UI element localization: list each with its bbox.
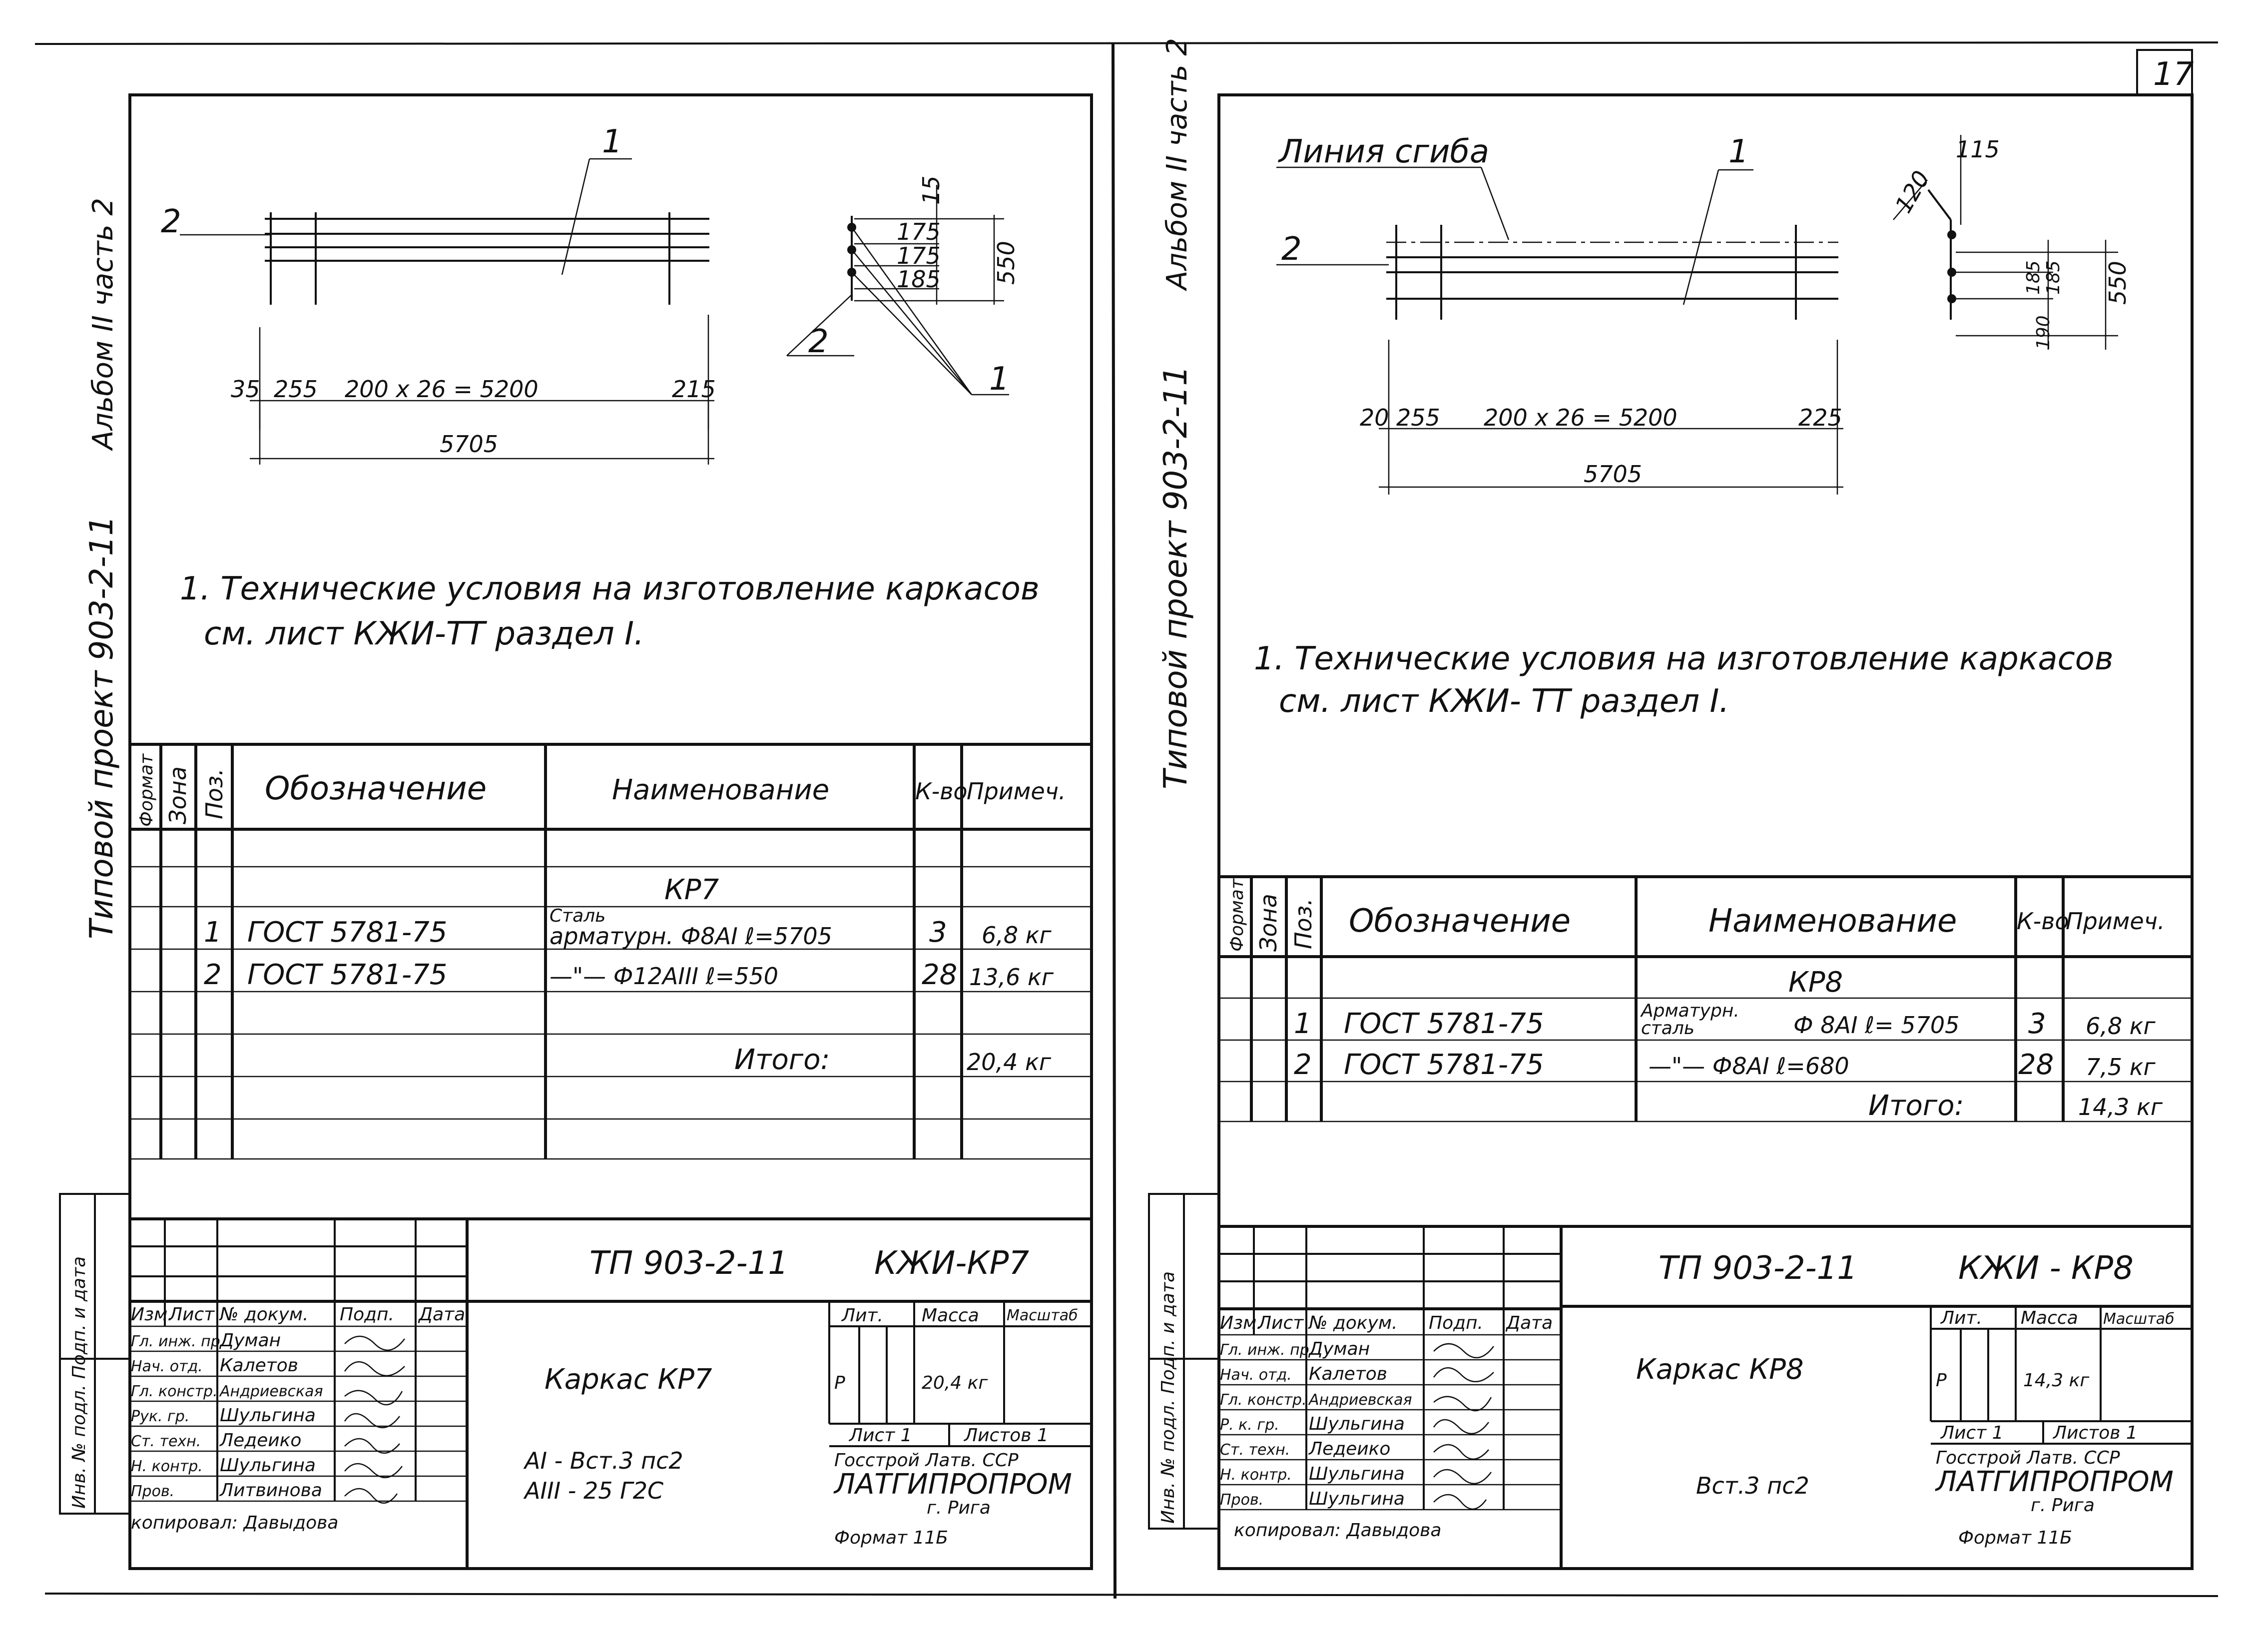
right-role-5: Н. контр. <box>1220 1466 1292 1484</box>
right-role-2: Гл. констр. <box>1220 1391 1307 1409</box>
right-role-4: Ст. техн. <box>1220 1441 1290 1459</box>
right-city: г. Рига <box>2031 1495 2095 1516</box>
left-sec-175a: 175 <box>897 218 941 245</box>
right-name-2: Андриевская <box>1309 1391 1412 1409</box>
right-sec-120: 120 <box>1889 166 1935 218</box>
left-object-name: Каркас КР7 <box>545 1363 712 1396</box>
right-spec-table <box>1219 877 2192 1122</box>
left-copied: копировал: Давыдова <box>131 1513 339 1533</box>
right-r1-des: ГОСТ 5781-75 <box>1344 1008 1544 1040</box>
left-side-project: Типовой проект 903-2-11 <box>83 515 120 939</box>
left-code: ТП 903-2-11 <box>589 1245 789 1282</box>
right-scale: Масштаб <box>2103 1310 2175 1328</box>
right-sec-185b: 185 <box>2043 260 2064 295</box>
right-dim-255: 255 <box>1396 404 1440 431</box>
right-group: КР8 <box>1788 966 1843 999</box>
signature-scribble <box>345 1362 405 1376</box>
left-mass: Масса <box>922 1305 979 1326</box>
right-sheet <box>1149 38 2192 1569</box>
right-c-sign: Подп. <box>1429 1313 1483 1333</box>
right-c-date: Дата <box>1506 1313 1553 1333</box>
right-pos2-label: 2 <box>1281 231 1302 268</box>
right-object-name: Каркас КР8 <box>1636 1353 1804 1386</box>
left-sheet <box>60 95 1092 1569</box>
left-r2-des: ГОСТ 5781-75 <box>247 959 448 991</box>
right-name-1: Калетов <box>1309 1364 1387 1384</box>
signature-scribble <box>345 1336 405 1350</box>
left-c-list: Лист <box>169 1304 215 1325</box>
right-copied: копировал: Давыдова <box>1234 1520 1442 1541</box>
right-r1-pos: 1 <box>1294 1008 1312 1040</box>
left-r1-des: ГОСТ 5781-75 <box>247 916 448 949</box>
left-name-1: Калетов <box>220 1355 298 1376</box>
left-c-sign: Подп. <box>340 1304 394 1325</box>
sheet-divider <box>1113 44 1115 1599</box>
right-sec-550: 550 <box>2104 261 2131 305</box>
right-pos1-label: 1 <box>1728 133 1749 170</box>
left-title-block <box>130 1219 1092 1569</box>
right-h-designation: Обозначение <box>1349 903 1571 940</box>
signature-scribble <box>345 1464 402 1478</box>
left-role-1: Нач. отд. <box>131 1358 203 1375</box>
left-r1-qty: 3 <box>929 916 947 949</box>
right-r2-pos: 2 <box>1294 1049 1312 1081</box>
right-cage-section <box>1890 135 2131 350</box>
right-c-izm: Изм. <box>1220 1313 1262 1333</box>
right-sheet-of: Лист 1 <box>1941 1423 2004 1443</box>
right-side-project: Типовой проект 903-2-11 <box>1157 365 1194 789</box>
left-c-date: Дата <box>419 1304 466 1325</box>
right-code: ТП 903-2-11 <box>1659 1250 1858 1287</box>
right-role-0: Гл. инж. пр. <box>1220 1341 1314 1359</box>
left-group: КР7 <box>664 874 719 906</box>
left-mass-value: 20,4 кг <box>922 1373 988 1393</box>
right-sheets: Листов 1 <box>2053 1423 2138 1443</box>
right-h-zone: Зона <box>1255 894 1282 952</box>
right-format: Формат 11Б <box>1958 1528 2073 1548</box>
left-name-0: Думан <box>220 1330 281 1351</box>
right-h-qty: К-во <box>2017 908 2069 935</box>
right-mass-value: 14,3 кг <box>2023 1370 2090 1391</box>
left-dim-255: 255 <box>274 376 318 403</box>
left-total-label: Итого: <box>734 1044 830 1076</box>
left-r1-note: 6,8 кг <box>982 922 1052 949</box>
left-role-3: Рук. гр. <box>131 1408 190 1425</box>
right-sec-185a: 185 <box>2023 260 2044 295</box>
right-r2-des: ГОСТ 5781-75 <box>1344 1049 1544 1081</box>
right-c-doc: № докум. <box>1309 1313 1398 1333</box>
left-sec-550: 550 <box>993 241 1020 285</box>
left-material1: АI - Вст.3 пс2 <box>525 1447 683 1474</box>
right-org: ЛАТГИПРОПРОМ <box>1936 1466 2174 1498</box>
left-material2: АIII - 25 Г2С <box>525 1477 664 1504</box>
left-role-2: Гл. констр. <box>131 1383 218 1400</box>
left-dim-215: 215 <box>672 376 716 403</box>
left-city: г. Рига <box>927 1498 991 1518</box>
left-side-stamp-text: Инв. № подл. Подп. и дата <box>69 1256 89 1509</box>
left-c-izm: Изм. <box>131 1304 173 1325</box>
left-name-5: Шульгина <box>220 1455 316 1476</box>
left-sheet-of: Лист 1 <box>849 1425 912 1446</box>
left-h-format: Формат <box>136 753 157 827</box>
left-scale: Масштаб <box>1007 1307 1078 1324</box>
signature-scribble <box>345 1391 402 1405</box>
left-r1-name-top: Сталь <box>550 906 606 926</box>
left-stage: Р <box>834 1373 845 1393</box>
left-r1-name: арматурн. Ф8АI ℓ=5705 <box>550 923 832 950</box>
left-pos2-label: 2 <box>161 203 181 240</box>
right-sec-190: 190 <box>2033 315 2054 350</box>
left-h-designation: Обозначение <box>265 770 487 807</box>
left-name-2: Андриевская <box>220 1383 323 1400</box>
left-sec-175b: 175 <box>897 242 941 269</box>
left-sec-pos2: 2 <box>808 323 829 360</box>
left-role-6: Пров. <box>131 1483 175 1500</box>
left-sec-15: 15 <box>918 175 945 205</box>
left-role-0: Гл. инж. пр. <box>131 1333 225 1350</box>
right-r1-qty: 3 <box>2028 1008 2046 1040</box>
left-h-note: Примеч. <box>967 778 1066 805</box>
left-role-4: Ст. техн. <box>131 1433 201 1450</box>
right-r2-note: 7,5 кг <box>2086 1054 2156 1081</box>
left-total-value: 20,4 кг <box>967 1049 1051 1076</box>
right-c-list: Лист <box>1258 1313 1304 1333</box>
left-sheets: Листов 1 <box>964 1425 1049 1446</box>
left-name-4: Ледеико <box>220 1430 302 1451</box>
right-r1-name: Ф 8АI ℓ= 5705 <box>1793 1012 1960 1039</box>
right-r2-name: —"— Ф8АI ℓ=680 <box>1649 1053 1849 1080</box>
right-r2-qty: 28 <box>2018 1049 2054 1081</box>
left-r2-name: —"— Ф12АIII ℓ=550 <box>550 963 779 990</box>
right-org-top: Госстрой Латв. ССР <box>1936 1448 2120 1468</box>
left-sec-185: 185 <box>897 266 941 293</box>
left-dim-total: 5705 <box>440 431 499 458</box>
left-h-pos: Поз. <box>201 768 228 819</box>
left-sec-pos1: 1 <box>989 361 1010 398</box>
right-name-0: Думан <box>1309 1339 1370 1359</box>
right-r1-name-sub: сталь <box>1641 1018 1695 1039</box>
right-total-label: Итого: <box>1868 1090 1964 1122</box>
right-dim-225: 225 <box>1798 404 1842 431</box>
top-trim-line <box>35 42 2218 44</box>
right-mass: Масса <box>2021 1308 2078 1328</box>
left-dim-spacing: 200 x 26 = 5200 <box>345 376 539 403</box>
bottom-trim-line <box>45 1594 2218 1596</box>
left-name-3: Шульгина <box>220 1405 316 1426</box>
signature-scribble <box>345 1414 400 1428</box>
left-name-6: Литвинова <box>220 1480 322 1501</box>
right-name-4: Ледеико <box>1309 1439 1391 1459</box>
sheet-number: 17 <box>2153 56 2194 93</box>
left-pos1-label: 1 <box>602 123 622 160</box>
left-h-zone: Зона <box>164 766 191 824</box>
right-h-note: Примеч. <box>2066 908 2165 935</box>
right-sec-115: 115 <box>1956 136 2000 163</box>
right-h-pos: Поз. <box>1290 898 1317 949</box>
left-dim-35: 35 <box>231 376 260 403</box>
right-h-format: Формат <box>1227 878 1247 952</box>
signature-scribble <box>1434 1420 1489 1434</box>
right-title-block <box>1219 1226 2192 1569</box>
left-h-name: Наименование <box>612 774 830 806</box>
right-side-album: Альбом II часть 2 <box>1161 37 1193 290</box>
left-side-album: Альбом II часть 2 <box>87 197 119 450</box>
right-h-name: Наименование <box>1708 903 1957 940</box>
right-dim-spacing: 200 x 26 = 5200 <box>1484 404 1678 431</box>
right-name-6: Шульгина <box>1309 1489 1405 1509</box>
left-c-doc: № докум. <box>220 1304 309 1325</box>
right-lit: Лит. <box>1941 1308 1982 1328</box>
right-name-3: Шульгина <box>1309 1414 1405 1434</box>
right-dim-20: 20 <box>1360 404 1389 431</box>
left-r1-pos: 1 <box>204 916 222 949</box>
left-role-5: Н. контр. <box>131 1458 203 1475</box>
right-note-line1: 1. Технические условия на изготовление каркасов <box>1254 640 2114 677</box>
left-h-qty: К-во <box>915 778 968 805</box>
left-spec-table <box>130 744 1092 1159</box>
left-format: Формат 11Б <box>834 1528 949 1548</box>
left-cage-section <box>787 175 1020 398</box>
right-name-5: Шульгина <box>1309 1464 1405 1484</box>
left-org-top: Госстрой Латв. ССР <box>834 1450 1019 1471</box>
left-org: ЛАТГИПРОПРОМ <box>834 1468 1072 1501</box>
left-lit: Лит. <box>842 1305 883 1326</box>
right-role-1: Нач. отд. <box>1220 1366 1292 1384</box>
left-note-line1: 1. Технические условия на изготовление каркасов <box>180 570 1040 607</box>
signature-scribble <box>1434 1470 1491 1484</box>
left-r2-qty: 28 <box>922 959 958 991</box>
right-cage-elevation <box>1276 133 1843 495</box>
right-note-line2: см. лист КЖИ- ТТ раздел I. <box>1279 683 1729 720</box>
right-dim-total: 5705 <box>1584 461 1643 488</box>
right-total-value: 14,3 кг <box>2078 1094 2163 1120</box>
left-cage-elevation <box>161 123 716 465</box>
right-stage: Р <box>1936 1370 1947 1391</box>
right-role-3: Р. к. гр. <box>1220 1416 1279 1434</box>
right-r1-name-top: Арматурн. <box>1641 1001 1739 1021</box>
right-bend-line-label: Линия сгиба <box>1279 133 1490 170</box>
signature-scribble <box>1434 1445 1489 1459</box>
left-sheet-code: КЖИ-КР7 <box>874 1245 1030 1282</box>
right-role-6: Пров. <box>1220 1491 1264 1509</box>
signature-scribble <box>1434 1344 1494 1358</box>
right-sheet-code: КЖИ - КР8 <box>1958 1250 2134 1287</box>
right-r1-note: 6,8 кг <box>2086 1013 2156 1040</box>
signature-scribble <box>1434 1495 1486 1509</box>
left-r2-note: 13,6 кг <box>969 964 1054 991</box>
left-note-line2: см. лист КЖИ-ТТ раздел I. <box>204 615 644 652</box>
right-side-stamp-text: Инв. № подл. Подп. и дата <box>1158 1271 1178 1524</box>
left-r2-pos: 2 <box>204 959 222 991</box>
signature-scribble <box>1434 1397 1491 1411</box>
signature-scribble <box>1434 1368 1494 1382</box>
right-material1: Вст.3 пс2 <box>1696 1472 1809 1499</box>
